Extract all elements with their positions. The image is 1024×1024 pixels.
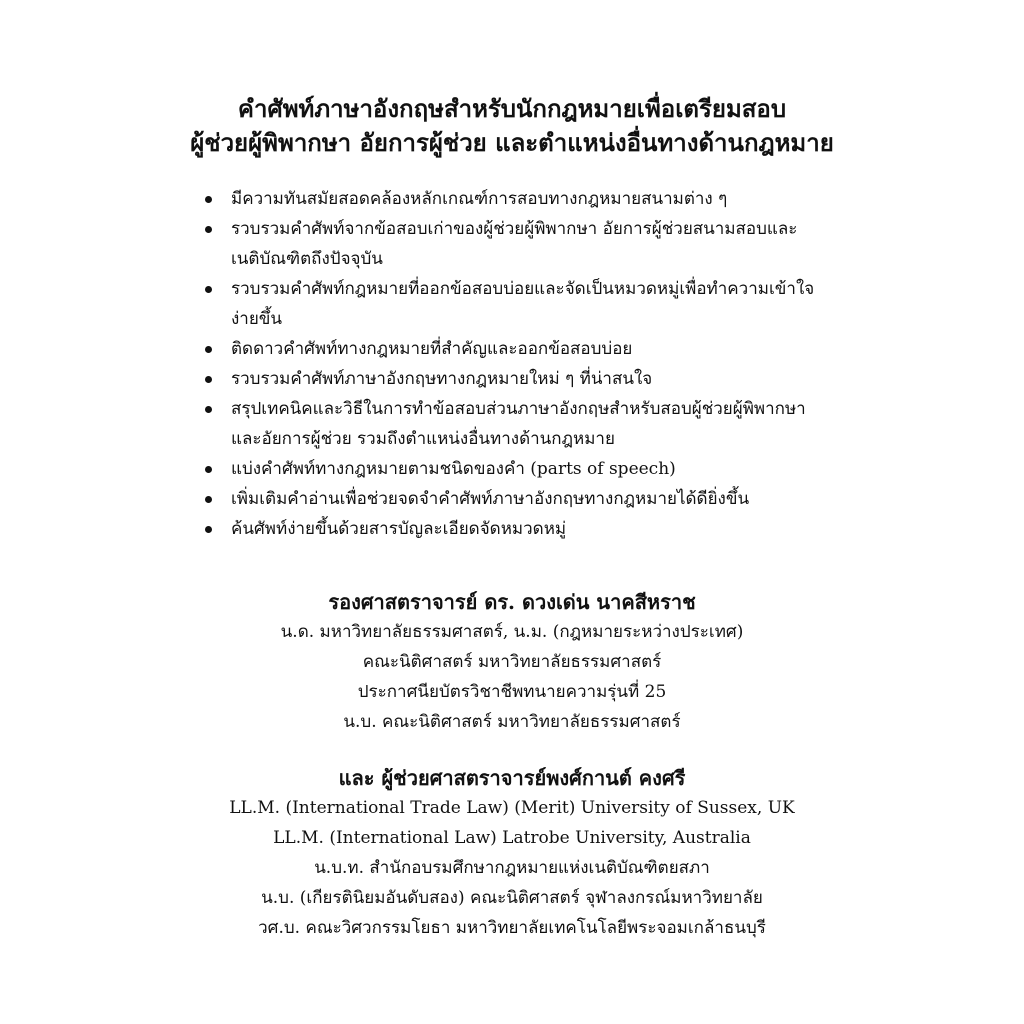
feature-item: [203, 364, 823, 394]
feature-item: [203, 484, 823, 514]
author-1-name: รองศาสตราจารย์ ดร. ดวงเด่น นาคสีหราช: [328, 590, 696, 614]
bullet-icon: [205, 406, 212, 413]
author-2-credential: วศ.บ. คณะวิศวกรรมโยธา มหาวิทยาลัยเทคโนโลยีพระจอมเกล้าธนบุรี: [258, 918, 766, 938]
bullet-icon: [205, 526, 212, 533]
feature-text-line: สรุปเทคนิคและวิธีในการทำข้อสอบส่วนภาษาอังกฤษสำหรับสอบผู้ช่วยผู้พิพากษา: [231, 399, 806, 419]
title-line-2: ผู้ช่วยผู้พิพากษา อัยการผู้ช่วย และตำแหน่งอื่นทางด้านกฎหมาย: [190, 128, 834, 157]
author-1-credential: ประกาศนียบัตรวิชาชีพทนายความรุ่นที่ 25: [357, 682, 667, 702]
feature-item: [203, 394, 823, 454]
author-2-credential: LL.M. (International Law) Latrobe University, Australia: [273, 828, 751, 848]
bullet-icon: [205, 286, 212, 293]
feature-text-line: แบ่งคำศัพท์ทางกฎหมายตามชนิดของคำ (parts of speech): [231, 459, 676, 479]
author-2-credential: น.บ. (เกียรตินิยมอันดับสอง) คณะนิติศาสตร์ จุฬาลงกรณ์มหาวิทยาลัย: [261, 888, 763, 908]
title-line-1: คำศัพท์ภาษาอังกฤษสำหรับนักกฎหมายเพื่อเตรียมสอบ: [237, 94, 787, 123]
author-1-credential: คณะนิติศาสตร์ มหาวิทยาลัยธรรมศาสตร์: [362, 652, 662, 672]
feature-text-line: ง่ายขึ้น: [231, 309, 283, 329]
feature-text-line: ค้นศัพท์ง่ายขึ้นด้วยสารบัญละเอียดจัดหมวดหมู่: [231, 519, 567, 539]
feature-text-line: เพิ่มเติมคำอ่านเพื่อช่วยจดจำคำศัพท์ภาษาอังกฤษทางกฎหมายได้ดียิ่งขึ้น: [231, 489, 750, 509]
feature-text-line: รวบรวมคำศัพท์ภาษาอังกฤษทางกฎหมายใหม่ ๆ ที่น่าสนใจ: [231, 369, 653, 389]
feature-item: [203, 274, 823, 334]
author-2-credential: น.บ.ท. สำนักอบรมศึกษากฎหมายแห่งเนติบัณฑิตยสภา: [314, 858, 710, 878]
feature-item: [203, 184, 823, 214]
bullet-icon: [205, 496, 212, 503]
feature-text-line: รวบรวมคำศัพท์กฎหมายที่ออกข้อสอบบ่อยและจัดเป็นหมวดหมู่เพื่อทำความเข้าใจ: [231, 279, 815, 299]
feature-item: [203, 214, 823, 274]
bullet-icon: [205, 466, 212, 473]
bullet-icon: [205, 226, 212, 233]
author-1-block: [0, 587, 1024, 737]
feature-text-line: เนติบัณฑิตถึงปัจจุบัน: [231, 249, 383, 269]
author-2-credential: LL.M. (International Trade Law) (Merit) University of Sussex, UK: [229, 798, 795, 818]
author-2-block: [0, 763, 1024, 943]
bullet-icon: [205, 376, 212, 383]
feature-text-line: และอัยการผู้ช่วย รวมถึงตำแหน่งอื่นทางด้านกฎหมาย: [231, 429, 615, 449]
bullet-icon: [205, 196, 212, 203]
author-2-name: และ ผู้ช่วยศาสตราจารย์พงศ์กานต์ คงศรี: [338, 766, 686, 790]
feature-text-line: ติดดาวคำศัพท์ทางกฎหมายที่สำคัญและออกข้อสอบบ่อย: [231, 339, 633, 359]
bullet-icon: [205, 346, 212, 353]
author-1-credential: น.ด. มหาวิทยาลัยธรรมศาสตร์, น.ม. (กฎหมายระหว่างประเทศ): [280, 622, 744, 642]
feature-text-line: รวบรวมคำศัพท์จากข้อสอบเก่าของผู้ช่วยผู้พิพากษา อัยการผู้ช่วยสนามสอบและ: [231, 219, 798, 239]
author-1-credential: น.บ. คณะนิติศาสตร์ มหาวิทยาลัยธรรมศาสตร์: [343, 712, 681, 732]
feature-item: [203, 454, 823, 484]
feature-list: [203, 184, 823, 544]
feature-text-line: มีความทันสมัยสอดคล้องหลักเกณฑ์การสอบทางกฎหมายสนามต่าง ๆ: [231, 189, 728, 209]
feature-item: [203, 514, 823, 544]
feature-item: [203, 334, 823, 364]
